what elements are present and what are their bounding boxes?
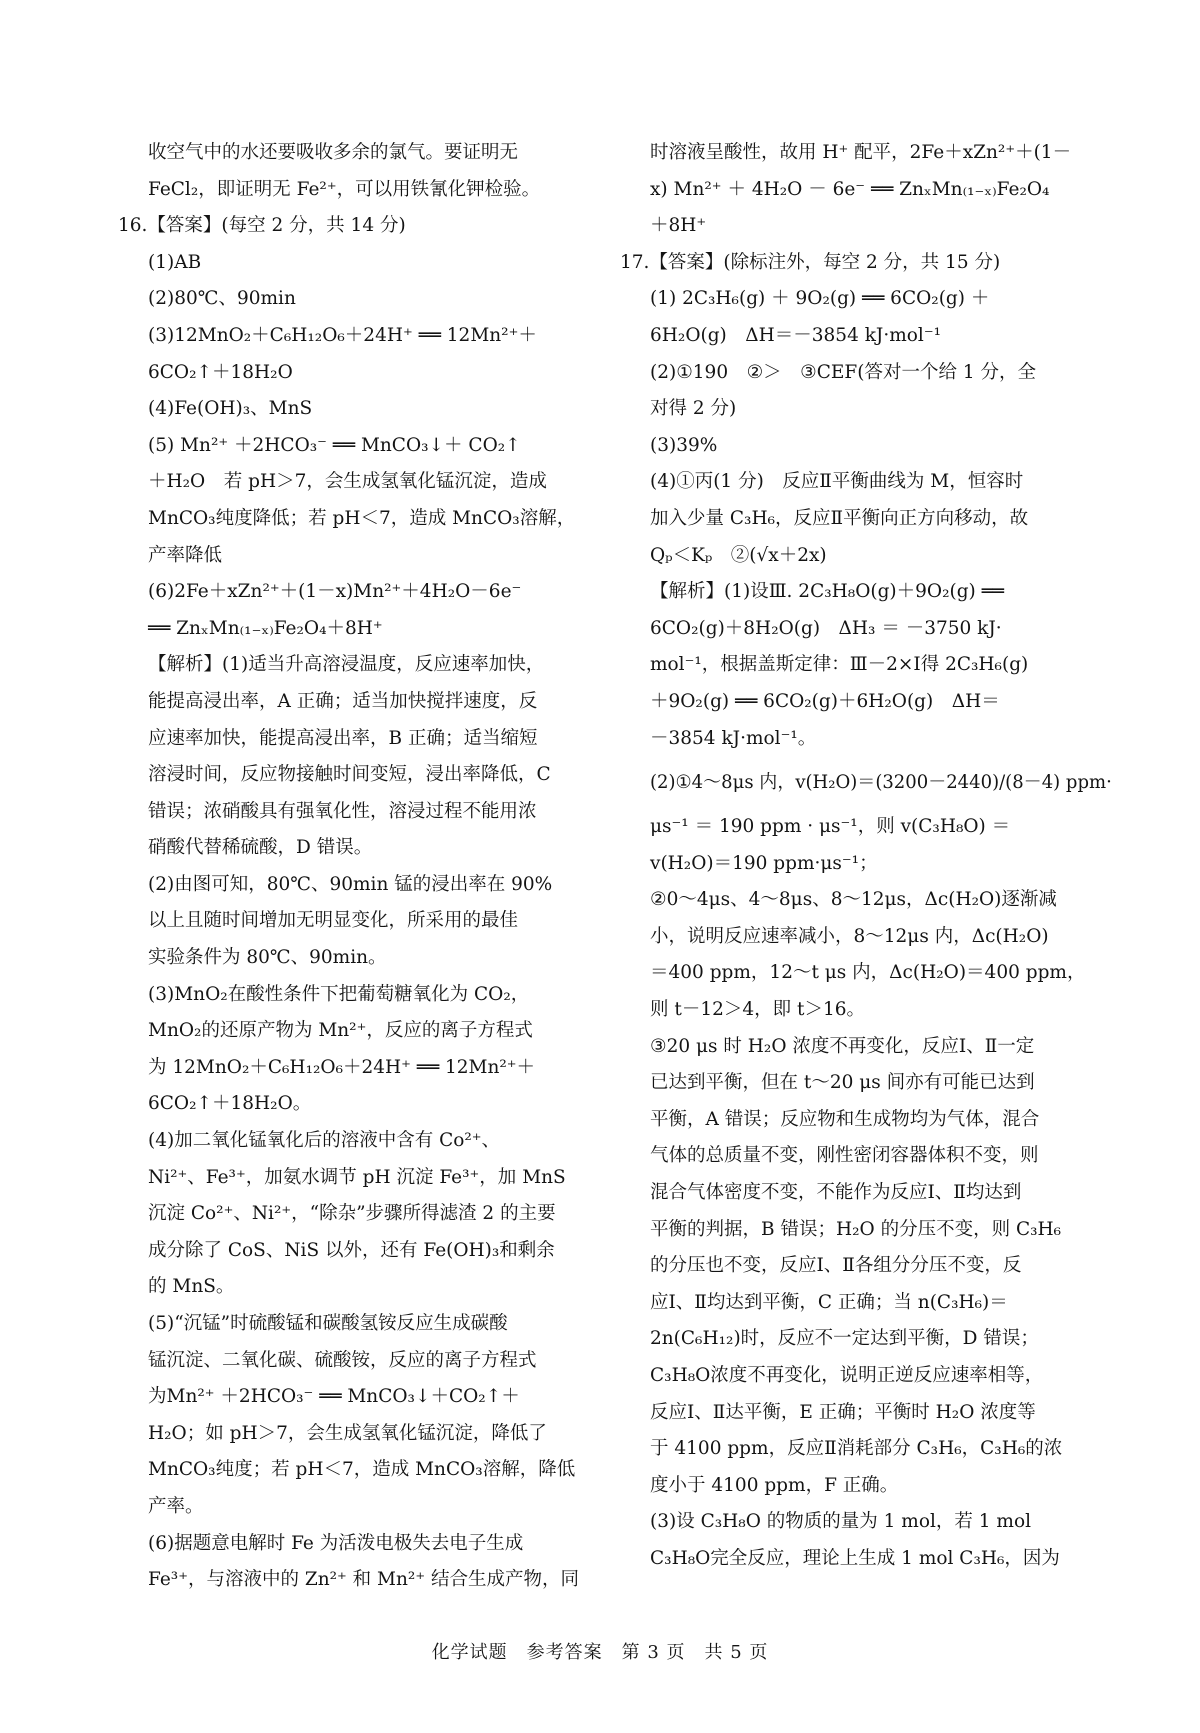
text-line: 混合气体密度不变，不能作为反应Ⅰ、Ⅱ均达到 — [650, 1182, 1022, 1204]
text-line: (3)设 C₃H₈O 的物质的量为 1 mol，若 1 mol — [650, 1511, 1032, 1533]
text-line: (2)①4～8μs 内，v(H₂O)＝(3200－2440)/(8－4) ppm· — [650, 772, 1112, 794]
text-line: (2)①190 ②＞ ③CEF(答对一个给 1 分，全 — [650, 361, 1037, 383]
text-line: v(H₂O)＝190 ppm·μs⁻¹； — [650, 852, 878, 874]
text-line: ＋9O₂(g) ══ 6CO₂(g)＋6H₂O(g) ΔH＝ — [650, 690, 1000, 712]
text-line: (2)80℃、90min — [148, 288, 296, 310]
text-line: (1)AB — [148, 251, 202, 273]
text-line: C₃H₈O完全反应，理论上生成 1 mol C₃H₆，因为 — [650, 1547, 1060, 1569]
text-line: ③20 μs 时 H₂O 浓度不再变化，反应Ⅰ、Ⅱ一定 — [650, 1035, 1035, 1057]
text-line: 溶浸时间，反应物接触时间变短，浸出率降低，C — [148, 764, 551, 786]
text-line: 6CO₂↑＋18H₂O — [148, 361, 293, 383]
text-line: Qₚ＜Kₚ ②(√x＋2x) — [650, 544, 827, 566]
text-line: 应Ⅰ、Ⅱ均达到平衡，C 正确；当 n(C₃H₆)＝ — [650, 1291, 1008, 1313]
text-line: 对得 2 分) — [650, 398, 737, 420]
text-line: (3)MnO₂在酸性条件下把葡萄糖氧化为 CO₂， — [148, 983, 530, 1005]
text-line: 反应Ⅰ、Ⅱ达平衡，E 正确；平衡时 H₂O 浓度等 — [650, 1401, 1036, 1423]
text-line: FeCl₂，即证明无 Fe²⁺，可以用铁氰化钾检验。 — [148, 178, 541, 200]
text-line: 则 t－12＞4，即 t＞16。 — [650, 999, 865, 1021]
text-line: Fe³⁺，与溶液中的 Zn²⁺ 和 Mn²⁺ 结合生成产物，同 — [148, 1569, 579, 1591]
text-line: 产率降低 — [148, 544, 223, 566]
text-line: ＝400 ppm，12～t μs 内，Δc(H₂O)＝400 ppm， — [650, 962, 1086, 984]
text-line: mol⁻¹，根据盖斯定律：Ⅲ－2×Ⅰ得 2C₃H₆(g) — [650, 654, 1029, 676]
page-footer: 化学试题 参考答案 第 3 页 共 5 页 — [431, 1642, 769, 1663]
text-line: 成分除了 CoS、NiS 以外，还有 Fe(OH)₃和剩余 — [148, 1239, 555, 1261]
text-line: 应速率加快，能提高浸出率，B 正确；适当缩短 — [148, 727, 538, 749]
text-line: (2)由图可知，80℃、90min 锰的浸出率在 90% — [148, 873, 553, 895]
text-line: 以上且随时间增加无明显变化，所采用的最佳 — [148, 910, 519, 932]
text-line: MnO₂的还原产物为 Mn²⁺，反应的离子方程式 — [148, 1020, 533, 1042]
text-line: 的 MnS。 — [148, 1276, 235, 1298]
text-line: 度小于 4100 ppm，F 正确。 — [650, 1474, 899, 1496]
text-line: ══ ZnₓMn₍₁₋ₓ₎Fe₂O₄＋8H⁺ — [148, 617, 383, 639]
text-line: 沉淀 Co²⁺、Ni²⁺，“除杂”步骤所得滤渣 2 的主要 — [148, 1203, 556, 1225]
text-line: MnCO₃纯度降低；若 pH＜7，造成 MnCO₃溶解， — [148, 507, 576, 529]
text-line: C₃H₈O浓度不再变化，说明正逆反应速率相等， — [650, 1365, 1044, 1386]
text-line: x) Mn²⁺ ＋ 4H₂O － 6e⁻ ══ ZnₓMn₍₁₋ₓ₎Fe₂O₄ — [650, 178, 1050, 200]
text-line: 6CO₂↑＋18H₂O。 — [148, 1093, 312, 1115]
text-line: 2n(C₆H₁₂)时，反应不一定达到平衡，D 错误； — [650, 1328, 1039, 1350]
text-line: 小，说明反应速率减小，8～12μs 内，Δc(H₂O) — [650, 925, 1049, 947]
text-line: (3)12MnO₂＋C₆H₁₂O₆＋24H⁺ ══ 12Mn²⁺＋ — [148, 324, 537, 346]
text-line: ＋H₂O 若 pH＞7，会生成氢氧化锰沉淀，造成 — [148, 471, 547, 493]
text-line: 平衡的判据，B 错误；H₂O 的分压不变，则 C₃H₆ — [650, 1218, 1062, 1240]
text-line: (4)加二氧化锰氧化后的溶液中含有 Co²⁺、 — [148, 1130, 501, 1152]
left-column — [118, 135, 610, 1599]
right-column — [620, 135, 1112, 1578]
text-line: 为 12MnO₂＋C₆H₁₂O₆＋24H⁺ ══ 12Mn²⁺＋ — [148, 1056, 536, 1078]
text-line: 实验条件为 80℃、90min。 — [148, 947, 387, 969]
text-line: 能提高浸出率，A 正确；适当加快搅拌速度，反 — [148, 690, 538, 712]
text-line: 的分压也不变，反应Ⅰ、Ⅱ各组分分压不变，反 — [650, 1255, 1022, 1277]
text-line: 【解析】(1)设Ⅲ. 2C₃H₈O(g)＋9O₂(g) ══ — [650, 581, 1004, 603]
text-line: 平衡，A 错误；反应物和生成物均为气体，混合 — [650, 1108, 1040, 1130]
text-line: (4)Fe(OH)₃、MnS — [148, 398, 313, 420]
text-line: 硝酸代替稀硫酸，D 错误。 — [148, 837, 373, 859]
text-line: μs⁻¹ ＝ 190 ppm · μs⁻¹，则 v(C₃H₈O) ＝ — [650, 816, 1011, 838]
text-line: Ni²⁺、Fe³⁺，加氨水调节 pH 沉淀 Fe³⁺，加 MnS — [148, 1166, 566, 1188]
text-line: (3)39% — [650, 434, 718, 456]
text-line: 收空气中的水还要吸收多余的氯气。要证明无 — [148, 142, 519, 163]
text-line: 时溶液呈酸性，故用 H⁺ 配平，2Fe＋xZn²⁺＋(1－ — [650, 142, 1072, 163]
text-line: 16.【答案】(每空 2 分，共 14 分) — [118, 215, 406, 237]
text-line: (5) Mn²⁺ ＋2HCO₃⁻ ══ MnCO₃↓＋ CO₂↑ — [148, 434, 521, 456]
text-line: 加入少量 C₃H₆，反应Ⅱ平衡向正方向移动，故 — [650, 507, 1029, 529]
text-line: ②0～4μs、4～8μs、8～12μs，Δc(H₂O)逐渐减 — [650, 889, 1057, 911]
text-line: 锰沉淀、二氧化碳、硫酸铵，反应的离子方程式 — [148, 1349, 537, 1371]
text-line: (1) 2C₃H₆(g) ＋ 9O₂(g) ══ 6CO₂(g) ＋ — [650, 288, 990, 310]
text-line: 为Mn²⁺ ＋2HCO₃⁻ ══ MnCO₃↓＋CO₂↑＋ — [148, 1386, 520, 1408]
text-line: (5)“沉锰”时硫酸锰和碳酸氢铵反应生成碳酸 — [148, 1313, 508, 1334]
text-line: 【解析】(1)适当升高溶浸温度，反应速率加快， — [148, 654, 545, 676]
text-line: ＋8H⁺ — [650, 215, 707, 237]
text-line: 6H₂O(g) ΔH＝－3854 kJ·mol⁻¹ — [650, 324, 942, 346]
text-line: (6)2Fe＋xZn²⁺＋(1－x)Mn²⁺＋4H₂O－6e⁻ — [148, 581, 522, 603]
text-line: －3854 kJ·mol⁻¹。 — [650, 727, 817, 749]
text-line: 已达到平衡，但在 t～20 μs 间亦有可能已达到 — [650, 1072, 1035, 1094]
text-line: 17.【答案】(除标注外，每空 2 分，共 15 分) — [620, 251, 1001, 273]
text-line: H₂O；如 pH＞7，会生成氢氧化锰沉淀，降低了 — [148, 1422, 547, 1444]
text-line: (6)据题意电解时 Fe 为活泼电极失去电子生成 — [148, 1532, 524, 1554]
text-line: 气体的总质量不变，刚性密闭容器体积不变，则 — [650, 1145, 1039, 1167]
text-line: (4)①丙(1 分) 反应Ⅱ平衡曲线为 M，恒容时 — [650, 471, 1024, 493]
text-line: 6CO₂(g)＋8H₂O(g) ΔH₃ ＝ －3750 kJ· — [650, 617, 1002, 639]
text-line: 错误；浓硝酸具有强氧化性，溶浸过程不能用浓 — [148, 800, 537, 822]
text-line: 于 4100 ppm，反应Ⅱ消耗部分 C₃H₆，C₃H₆的浓 — [650, 1438, 1063, 1460]
text-line: MnCO₃纯度；若 pH＜7，造成 MnCO₃溶解，降低 — [148, 1459, 576, 1481]
text-line: 产率。 — [148, 1495, 204, 1517]
